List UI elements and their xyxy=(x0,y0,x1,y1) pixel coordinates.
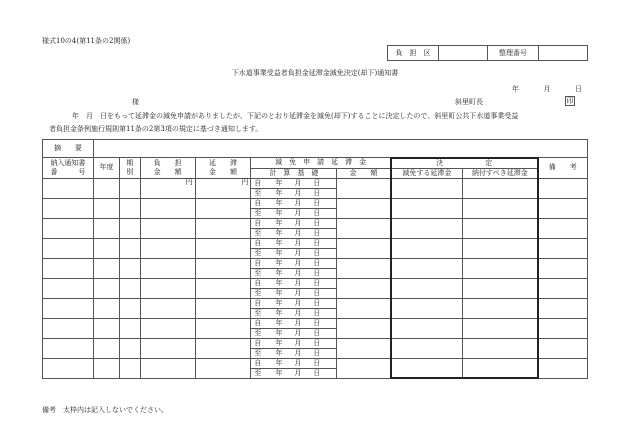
table-row xyxy=(43,218,588,228)
to-label: 至 xyxy=(254,268,262,277)
overdue-amount-cell xyxy=(195,178,251,198)
date-from-cell xyxy=(251,198,337,208)
burden-amount-cell xyxy=(140,298,195,318)
month-label: 月 xyxy=(294,188,302,197)
payable-fee-cell xyxy=(463,198,538,218)
header-remarks: 備 考 xyxy=(538,158,588,179)
date-from-cell xyxy=(251,358,337,368)
header-payable-fee: 納付すべき延滞金 xyxy=(463,168,538,178)
notice-number-cell xyxy=(43,358,94,378)
notice-number-cell xyxy=(43,218,94,238)
payable-fee-cell xyxy=(463,298,538,318)
application-amount-cell xyxy=(337,278,391,298)
day-label: 日 xyxy=(313,258,321,267)
from-label: 自 xyxy=(254,258,262,267)
to-label: 至 xyxy=(254,248,262,257)
day-label: 日 xyxy=(313,268,321,277)
table-row xyxy=(43,178,588,188)
to-label: 至 xyxy=(254,368,262,377)
date-to-cell xyxy=(251,268,337,278)
table-row xyxy=(43,278,588,288)
day-label: 日 xyxy=(313,248,321,257)
payable-fee-cell xyxy=(463,218,538,238)
day-label: 日 xyxy=(313,368,321,377)
application-amount-cell xyxy=(337,318,391,338)
summary-label: 摘 要 xyxy=(43,140,94,158)
month-label: 月 xyxy=(294,248,302,257)
reduced-fee-cell xyxy=(391,278,463,298)
table-row xyxy=(43,298,588,308)
reduced-fee-cell xyxy=(391,338,463,358)
month-label: 月 xyxy=(294,178,302,187)
to-label: 至 xyxy=(254,328,262,337)
from-label: 自 xyxy=(254,218,262,227)
day-label: 日 xyxy=(313,358,321,367)
year-label: 年 xyxy=(275,188,283,197)
day-label: 日 xyxy=(313,188,321,197)
payable-fee-cell xyxy=(463,358,538,378)
ref-number-value xyxy=(539,46,588,61)
day-label: 日 xyxy=(313,338,321,347)
remarks-cell xyxy=(538,358,588,378)
overdue-amount-cell xyxy=(195,318,251,338)
top-box xyxy=(387,45,588,61)
to-label: 至 xyxy=(254,288,262,297)
notice-number-cell xyxy=(43,298,94,318)
remarks-cell xyxy=(538,218,588,238)
year-label: 年 xyxy=(275,228,283,237)
payable-fee-cell xyxy=(463,258,538,278)
month-label: 月 xyxy=(294,328,302,337)
application-amount-cell xyxy=(337,218,391,238)
date-to-cell xyxy=(251,248,337,258)
reduced-fee-cell xyxy=(391,358,463,378)
day-label: 日 xyxy=(313,308,321,317)
year-label: 年 xyxy=(275,208,283,217)
date-to-cell xyxy=(251,348,337,358)
body-line-2: 者負担金条例施行規則第11条の2第3項の規定に基づき通知します。 xyxy=(49,125,263,133)
month-label: 月 xyxy=(294,298,302,307)
addressee-suffix: 様 xyxy=(132,98,139,106)
reduced-fee-cell xyxy=(391,258,463,278)
day-label: 日 xyxy=(313,198,321,207)
date-to-cell xyxy=(251,208,337,218)
period-cell xyxy=(119,258,140,278)
fiscal-year-cell xyxy=(93,198,119,218)
year-label: 年 xyxy=(275,278,283,287)
reduced-fee-cell xyxy=(391,298,463,318)
day-label: 日 xyxy=(313,218,321,227)
application-amount-cell xyxy=(337,198,391,218)
month-label: 月 xyxy=(294,368,302,377)
notice-number-cell xyxy=(43,278,94,298)
remarks-cell xyxy=(538,298,588,318)
fiscal-year-cell xyxy=(93,238,119,258)
from-label: 自 xyxy=(254,198,262,207)
day-label: 日 xyxy=(313,298,321,307)
period-cell xyxy=(119,298,140,318)
from-label: 自 xyxy=(254,298,262,307)
period-cell xyxy=(119,358,140,378)
overdue-amount-cell xyxy=(195,298,251,318)
period-cell xyxy=(119,338,140,358)
payable-fee-cell xyxy=(463,178,538,198)
from-label: 自 xyxy=(254,178,262,187)
burden-amount-cell xyxy=(140,258,195,278)
burden-area-label: 負 担 区 xyxy=(388,46,439,61)
overdue-amount-cell xyxy=(195,238,251,258)
fiscal-year-cell xyxy=(93,218,119,238)
year-label: 年 xyxy=(275,308,283,317)
overdue-amount-cell xyxy=(195,258,251,278)
table-row xyxy=(43,338,588,348)
reduced-fee-cell xyxy=(391,178,463,198)
notice-number-cell xyxy=(43,318,94,338)
date-from-cell xyxy=(251,278,337,288)
month-label: 月 xyxy=(294,198,302,207)
header-period: 期 別 xyxy=(119,158,140,179)
fiscal-year-cell xyxy=(93,338,119,358)
date-from-cell xyxy=(251,338,337,348)
from-label: 自 xyxy=(254,238,262,247)
burden-amount-cell xyxy=(140,358,195,378)
day-label: 日 xyxy=(313,208,321,217)
year-label: 年 xyxy=(275,238,283,247)
remarks-cell xyxy=(538,318,588,338)
header-reduced-fee: 減免する延滞金 xyxy=(391,168,463,178)
period-cell xyxy=(119,218,140,238)
month-label: 月 xyxy=(294,278,302,287)
remarks-cell xyxy=(538,258,588,278)
month-label: 月 xyxy=(294,258,302,267)
year-label: 年 xyxy=(275,288,283,297)
month-label: 月 xyxy=(294,358,302,367)
header-overdue-amount: 延 滞 金 額 xyxy=(195,158,251,179)
period-cell xyxy=(119,318,140,338)
remarks-cell xyxy=(538,198,588,218)
table-row xyxy=(43,238,588,248)
to-label: 至 xyxy=(254,188,262,197)
fiscal-year-cell xyxy=(93,178,119,198)
application-amount-cell xyxy=(337,338,391,358)
burden-amount-cell xyxy=(140,318,195,338)
date-year: 年 xyxy=(512,85,519,93)
table-row xyxy=(43,258,588,268)
reduced-fee-cell xyxy=(391,218,463,238)
day-label: 日 xyxy=(313,278,321,287)
year-label: 年 xyxy=(275,338,283,347)
period-cell xyxy=(119,178,140,198)
application-amount-cell xyxy=(337,298,391,318)
year-label: 年 xyxy=(275,198,283,207)
overdue-amount-cell xyxy=(195,218,251,238)
notice-number-cell xyxy=(43,198,94,218)
notice-number-cell xyxy=(43,178,94,198)
sender-name: 斜里町長 xyxy=(455,98,483,106)
burden-amount-cell xyxy=(140,238,195,258)
form-style-number: 様式10の4(第11条の2関係) xyxy=(42,37,131,45)
table-row xyxy=(43,198,588,208)
period-cell xyxy=(119,278,140,298)
burden-amount-cell xyxy=(140,338,195,358)
month-label: 月 xyxy=(294,308,302,317)
day-label: 日 xyxy=(313,328,321,337)
date-from-cell xyxy=(251,218,337,228)
day-label: 日 xyxy=(313,178,321,187)
day-label: 日 xyxy=(313,228,321,237)
date-to-cell xyxy=(251,228,337,238)
day-label: 日 xyxy=(313,348,321,357)
fiscal-year-cell xyxy=(93,278,119,298)
fiscal-year-cell xyxy=(93,298,119,318)
date-from-cell xyxy=(251,258,337,268)
date-to-cell xyxy=(251,188,337,198)
from-label: 自 xyxy=(254,338,262,347)
date-to-cell xyxy=(251,368,337,378)
year-label: 年 xyxy=(275,248,283,257)
yen-unit: 円 xyxy=(241,177,249,186)
header-notice-number: 納入通知書 番 号 xyxy=(43,158,94,179)
month-label: 月 xyxy=(294,208,302,217)
application-amount-cell xyxy=(337,258,391,278)
payable-fee-cell xyxy=(463,338,538,358)
burden-amount-cell xyxy=(140,178,195,198)
burden-amount-cell xyxy=(140,278,195,298)
table-row xyxy=(43,358,588,368)
fiscal-year-cell xyxy=(93,358,119,378)
year-label: 年 xyxy=(275,358,283,367)
date-to-cell xyxy=(251,328,337,338)
seal-mark: 印 xyxy=(566,97,574,105)
payable-fee-cell xyxy=(463,278,538,298)
from-label: 自 xyxy=(254,318,262,327)
overdue-amount-cell xyxy=(195,358,251,378)
fiscal-year-cell xyxy=(93,258,119,278)
period-cell xyxy=(119,238,140,258)
burden-amount-cell xyxy=(140,218,195,238)
header-calc-basis: 計 算 基 礎 xyxy=(251,168,337,178)
summary-value xyxy=(93,140,587,158)
year-label: 年 xyxy=(275,178,283,187)
from-label: 自 xyxy=(254,278,262,287)
to-label: 至 xyxy=(254,308,262,317)
year-label: 年 xyxy=(275,258,283,267)
application-amount-cell xyxy=(337,238,391,258)
header-application: 減 免 申 請 延 滞 金 xyxy=(251,158,391,169)
month-label: 月 xyxy=(294,288,302,297)
application-amount-cell xyxy=(337,358,391,378)
date-from-cell xyxy=(251,238,337,248)
to-label: 至 xyxy=(254,208,262,217)
burden-amount-cell xyxy=(140,198,195,218)
ref-number-label: 整理番号 xyxy=(488,46,539,61)
period-cell xyxy=(119,198,140,218)
header-fiscal-year: 年度 xyxy=(93,158,119,179)
year-label: 年 xyxy=(275,328,283,337)
month-label: 月 xyxy=(294,348,302,357)
reduced-fee-cell xyxy=(391,238,463,258)
month-label: 月 xyxy=(294,338,302,347)
date-month: 月 xyxy=(543,85,551,93)
overdue-amount-cell xyxy=(195,278,251,298)
month-label: 月 xyxy=(294,228,302,237)
date-from-cell xyxy=(251,318,337,328)
day-label: 日 xyxy=(313,288,321,297)
month-label: 月 xyxy=(294,238,302,247)
date-from-cell xyxy=(251,178,337,188)
date-day: 日 xyxy=(574,85,582,93)
year-label: 年 xyxy=(275,318,283,327)
year-label: 年 xyxy=(275,268,283,277)
burden-area-value xyxy=(439,46,488,61)
header-burden-amount: 負 担 金 額 xyxy=(140,158,195,179)
date-to-cell xyxy=(251,288,337,298)
fiscal-year-cell xyxy=(93,318,119,338)
header-decision: 決 定 xyxy=(391,158,538,169)
application-amount-cell xyxy=(337,178,391,198)
overdue-amount-cell xyxy=(195,198,251,218)
year-label: 年 xyxy=(275,218,283,227)
reduced-fee-cell xyxy=(391,198,463,218)
form-note: 備考 太枠内は記入しないでください。 xyxy=(42,406,168,414)
month-label: 月 xyxy=(294,268,302,277)
remarks-cell xyxy=(538,278,588,298)
payable-fee-cell xyxy=(463,238,538,258)
form-title: 下水道事業受益者負担金延滞金減免決定(却下)通知書 xyxy=(231,69,399,77)
to-label: 至 xyxy=(254,348,262,357)
date-to-cell xyxy=(251,308,337,318)
date-line xyxy=(512,84,582,94)
notice-number-cell xyxy=(43,338,94,358)
remarks-cell xyxy=(538,338,588,358)
remarks-cell xyxy=(538,238,588,258)
from-label: 自 xyxy=(254,358,262,367)
header-amount: 金 額 xyxy=(337,168,391,178)
day-label: 日 xyxy=(313,318,321,327)
month-label: 月 xyxy=(294,318,302,327)
remarks-cell xyxy=(538,178,588,198)
payable-fee-cell xyxy=(463,318,538,338)
reduced-fee-cell xyxy=(391,318,463,338)
year-label: 年 xyxy=(275,348,283,357)
yen-unit: 円 xyxy=(185,177,193,186)
main-table xyxy=(42,139,588,379)
month-label: 月 xyxy=(294,218,302,227)
to-label: 至 xyxy=(254,228,262,237)
body-line-1: 年 月 日をもって延滞金の減免申請がありましたが、下記のとおり延滞金を減免(却下)することに決定したので、斜里町公共下水道事業受益 xyxy=(72,112,519,120)
year-label: 年 xyxy=(275,368,283,377)
overdue-amount-cell xyxy=(195,338,251,358)
date-from-cell xyxy=(251,298,337,308)
day-label: 日 xyxy=(313,238,321,247)
notice-number-cell xyxy=(43,238,94,258)
year-label: 年 xyxy=(275,298,283,307)
notice-number-cell xyxy=(43,258,94,278)
table-row xyxy=(43,318,588,328)
